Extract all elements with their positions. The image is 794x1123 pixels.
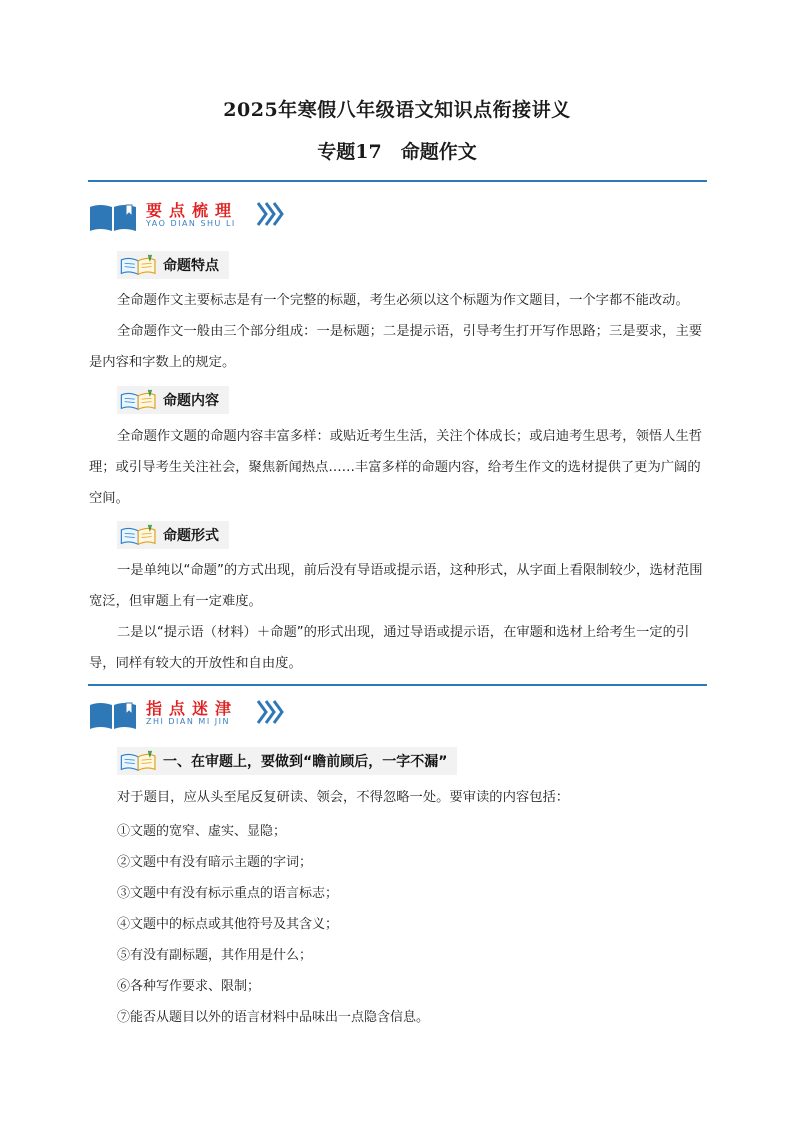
paragraph-intro: 对于题目，应从头至尾反复研读、领会，不得忽略一处。要审读的内容包括： xyxy=(117,790,570,805)
subheading-label: 命题特点 xyxy=(163,258,219,274)
banner-title: 要点梳理 xyxy=(146,201,239,220)
subheading-label: 一、在审题上，要做到“瞻前顾后，一字不漏” xyxy=(163,754,448,770)
subheading-label: 命题形式 xyxy=(163,528,219,544)
subheading-mingti-xingshi xyxy=(117,521,229,549)
chevrons-right-icon xyxy=(256,699,286,725)
paragraph: 全命题作文一般由三个部分组成：一是标题；二是提示语，引导考生打开写作思路；三是要求，主要是内容和字数上的规定。 xyxy=(89,324,703,370)
subheading-mingti-neirong xyxy=(117,386,229,414)
paragraph: 一是单纯以“命题”的方式出现，前后没有导语或提示语，这种形式，从字面上看限制较少，选材范围宽泛，但审题上有一定难度。 xyxy=(89,563,703,609)
section-divider xyxy=(88,180,707,182)
list-item: ①文题的宽窄、虚实、显隐； xyxy=(117,824,287,839)
book-icon xyxy=(118,522,160,548)
paragraph: 全命题作文主要标志是有一个完整的标题，考生必须以这个标题为作文题目，一个字都不能改动。 xyxy=(117,293,689,308)
document-subtitle: 专题17 命题作文 xyxy=(317,141,477,163)
subheading-label: 命题内容 xyxy=(163,393,219,409)
banner-title: 指点迷津 xyxy=(146,699,239,718)
list-item: ③文题中有没有标示重点的语言标志； xyxy=(117,886,339,901)
paragraph: 全命题作文题的命题内容丰富多样：或贴近考生生活，关注个体成长；或启迪考生思考，领悟人生哲理；或引导考生关注社会，聚焦新闻热点……丰富多样的命题内容，给考生作文的选材提供了更为广阔的空间。 xyxy=(89,429,703,506)
list-item: ②文题中有没有暗示主题的字词； xyxy=(117,855,313,870)
section-divider xyxy=(88,684,707,686)
open-book-icon xyxy=(88,701,138,731)
list-item: ⑥各种写作要求、限制； xyxy=(117,979,261,994)
book-icon xyxy=(118,748,160,774)
section-banner-yaodianshuli xyxy=(88,197,388,237)
list-item: ⑤有没有副标题，其作用是什么； xyxy=(117,948,313,963)
banner-pinyin: YAO DIAN SHU LI xyxy=(146,219,236,228)
banner-pinyin: ZHI DIAN MI JIN xyxy=(146,717,230,726)
paragraph: 二是以“提示语（材料）＋命题”的形式出现，通过导语或提示语，在审题和选材上给考生一定的引导，同样有较大的开放性和自由度。 xyxy=(89,625,690,671)
list-item: ⑦能否从题目以外的语言材料中品味出一点隐含信息。 xyxy=(117,1010,430,1025)
open-book-icon xyxy=(88,203,138,233)
document-title: 2025年寒假八年级语文知识点衔接讲义 xyxy=(223,99,571,121)
subheading-mingti-tedian xyxy=(117,251,229,279)
subheading-shenti xyxy=(117,747,457,775)
chevrons-right-icon xyxy=(256,201,286,227)
list-item: ④文题中的标点或其他符号及其含义； xyxy=(117,917,339,932)
book-icon xyxy=(118,387,160,413)
book-icon xyxy=(118,252,160,278)
section-banner-zhidianmijin xyxy=(88,695,388,735)
